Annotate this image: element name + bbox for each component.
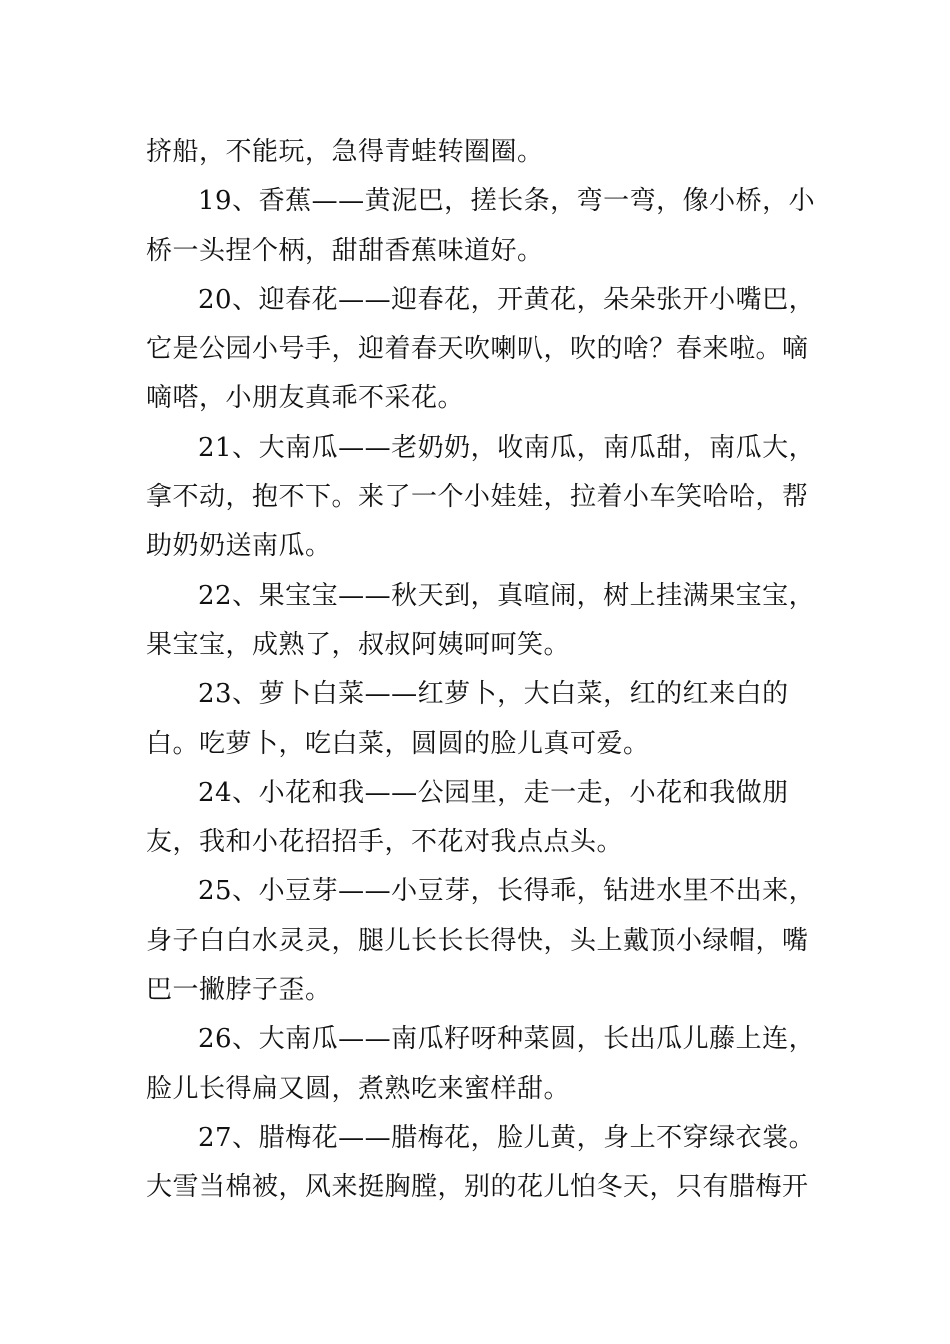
paragraph-26: 26、大南瓜——南瓜籽呀种菜圆，长出瓜儿藤上连，脸儿长得扁又圆，煮熟吃来蜜样甜。	[146, 1024, 816, 1104]
paragraph-21: 21、大南瓜——老奶奶，收南瓜，南瓜甜，南瓜大，拿不动，抱不下。来了一个小娃娃，拉着小车笑哈哈，帮助奶奶送南瓜。	[146, 432, 816, 562]
paragraph-27: 27、腊梅花——腊梅花，脸儿黄，身上不穿绿衣裳。大雪当棉被，风来挺胸膛，别的花儿怕冬天，只有腊梅开	[146, 1122, 816, 1203]
paragraph-continuation: 挤船，不能玩，急得青蛙转圈圈。	[146, 137, 544, 167]
document-body	[146, 128, 826, 1213]
paragraph-22: 22、果宝宝——秋天到，真喧闹，树上挂满果宝宝，果宝宝，成熟了，叔叔阿姨呵呵笑。	[146, 580, 816, 660]
paragraph-24: 24、小花和我——公园里，走一走，小花和我做朋友，我和小花招招手，不花对我点点头。	[146, 777, 789, 858]
paragraph-23: 23、萝卜白菜——红萝卜，大白菜，红的红来白的白。吃萝卜，吃白菜，圆圆的脸儿真可爱。	[146, 679, 789, 759]
paragraph-20: 20、迎春花——迎春花，开黄花，朵朵张开小嘴巴，它是公园小号手，迎着春天吹喇叭，吹的啥？春来啦。嘀嘀嗒，小朋友真乖不采花。	[146, 284, 816, 414]
paragraph-25: 25、小豆芽——小豆芽，长得乖，钻进水里不出来，身子白白水灵灵，腿儿长长长得快，头上戴顶小绿帽，嘴巴一撇脖子歪。	[146, 876, 816, 1006]
paragraph-19: 19、香蕉——黄泥巴，搓长条，弯一弯，像小桥，小桥一头捏个柄，甜甜香蕉味道好。	[146, 186, 816, 266]
